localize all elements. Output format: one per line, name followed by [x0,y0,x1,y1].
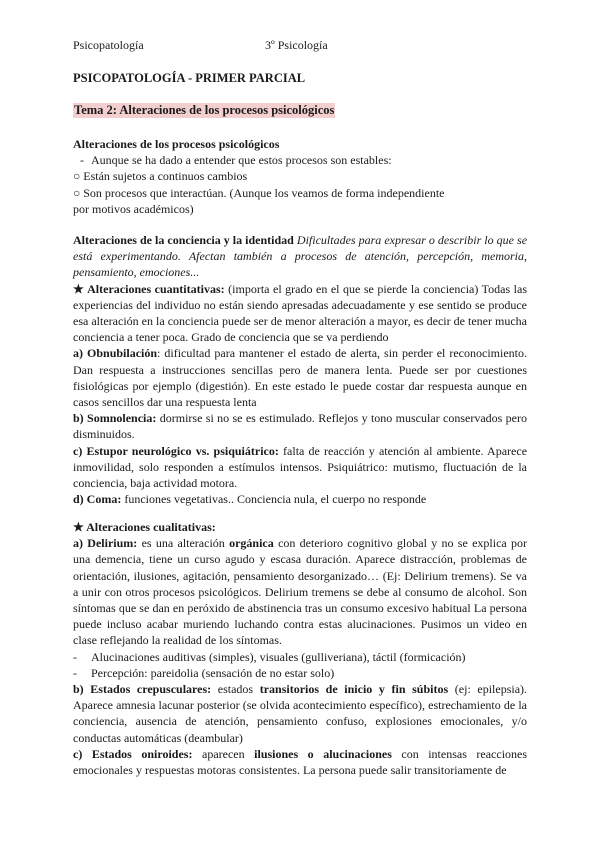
subheading-qualitative: ★ Alteraciones cualitativas: [73,520,216,534]
item-text: dormirse si no se es estimulado. Reflejos y tono muscular conservados pero disminuidos. [73,411,528,442]
section-heading: Alteraciones de los procesos psicológicos [73,137,280,151]
dash-text: Aunque se ha dado a entender que estos procesos son estables: [91,153,392,168]
item-emphasis: orgánica [229,536,274,551]
item-label: a) Delirium: [73,536,138,551]
quantitative-text: (importa el grado en el que se pierde la conciencia) Todas las experiencias del individuo no están siendo apresadas adecuadamente y ese sentido se produce esa alteración en la conciencia puede ser de menor alteración a mayor, es decir de tener mucha conciencia a tener poca. Grado de conciencia que se va perdiendo [73,281,528,345]
dash-mark: - [73,649,77,664]
document-title: PSICOPATOLOGÍA - PRIMER PARCIAL [73,71,306,85]
dash-item [73,152,527,168]
bullet-item: ○ Son procesos que interactúan. (Aunque los veamos de forma independiente por motivos académicos) [73,185,445,216]
intro-italic: Dificultades para expresar o describir lo que se está experimentando. Afectan también a procesos de atención, percepción, memoria, pensamiento, emociones... [73,233,528,280]
document-subtitle: Tema 2: Alteraciones de los procesos psicológicos [74,103,335,117]
paragraph-intro [73,232,527,281]
dash-text: Alucinaciones auditivas (simples), visuales (gulliveriana), táctil (formicación) [91,649,466,664]
dash-item [73,649,527,665]
dash-mark: - [73,665,77,680]
section-heading: Alteraciones de la conciencia y la identidad [73,233,294,247]
header-course: Psicopatología [73,38,144,52]
item-c [73,746,527,778]
section-qualitative [73,519,527,778]
item-c [73,443,527,492]
subheading-quantitative: ★ Alteraciones cuantitativas: [73,281,225,296]
item-d [73,491,527,507]
dash-text: Percepción: pareidolia (sensación de no estar solo) [91,665,335,680]
dash-item [73,665,527,681]
item-label: d) Coma: [73,492,122,507]
item-text: funciones vegetativas.. Conciencia nula, el cuerpo no responde [124,492,427,507]
item-text: (ej: epilepsia). Aparece amnesia lacunar posterior (se olvida acontecimiento específico), estrechamiento de la conciencia, ausencia de atención, pensamiento confuso, explosiones emocionales, y/o conductas automáticas (deambular) [73,682,528,745]
bullet-item: ○ Están sujetos a continuos cambios [73,169,248,184]
item-text: con deterioro cognitivo global y no se explica por una demencia, tiene un curso agudo y escasa duración. Aparece distracción, problemas de orientación, ilusiones, agitación, pensamiento desorganizado… (Ej: Delirium tremens). Se va a unir con otros procesos psicológicos. Delirium tremens se debe al consumo de alcohol. Son síntomas que se dan en peróxido de abstinencia tras un consumo excesivo habitual La persona puede incluso acabar muriendo luchando contra estas alucinaciones. Pusimos un video en clase reflejando la realidad de los síntomas. [73,536,528,648]
item-label: a) Obnubilación [73,346,158,361]
item-text: : dificultad para mantener el estado de alerta, sin perder el reconocimiento. Dan respuesta a instrucciones sencillas pero de manera lenta. Puede ser por cuestiones fisiológicas por ejemplo (digestión). En este estado le puede costar dar respuesta aunque en casos sencillos dar una respuesta lenta [73,346,528,410]
item-label: c) Estupor neurológico vs. psiquiátrico: [73,443,279,458]
item-label: b) Estados crepusculares: [73,682,212,697]
item-text: aparecen [202,746,245,761]
item-text: estados [217,682,254,697]
item-b [73,410,527,442]
item-label: c) Estados oniroides: [73,746,193,761]
dash-mark: - [80,153,84,168]
paragraph-quantitative [73,281,527,346]
item-a [73,535,527,648]
item-emphasis: transitorios de inicio y fin súbitos [259,682,449,697]
item-emphasis: ilusiones o alucinaciones [254,746,392,761]
item-text: es una alteración [141,536,225,551]
item-a [73,345,527,410]
section-consciousness [73,232,527,507]
item-label: b) Somnolencia: [73,411,157,426]
item-b [73,681,527,746]
section-processes [73,136,527,217]
item-text: falta de reacción y atención al ambiente. Aparece inmovilidad, solo responden a estímulos intensos. Psiquiátrico: mutismo, fluctuación de la conciencia, baja actividad motora. [73,443,528,491]
header-year: 3º Psicología [265,38,328,52]
item-text: con intensas reacciones emocionales y respuestas motoras consistentes. La persona puede salir transitoriamente de [73,746,528,778]
